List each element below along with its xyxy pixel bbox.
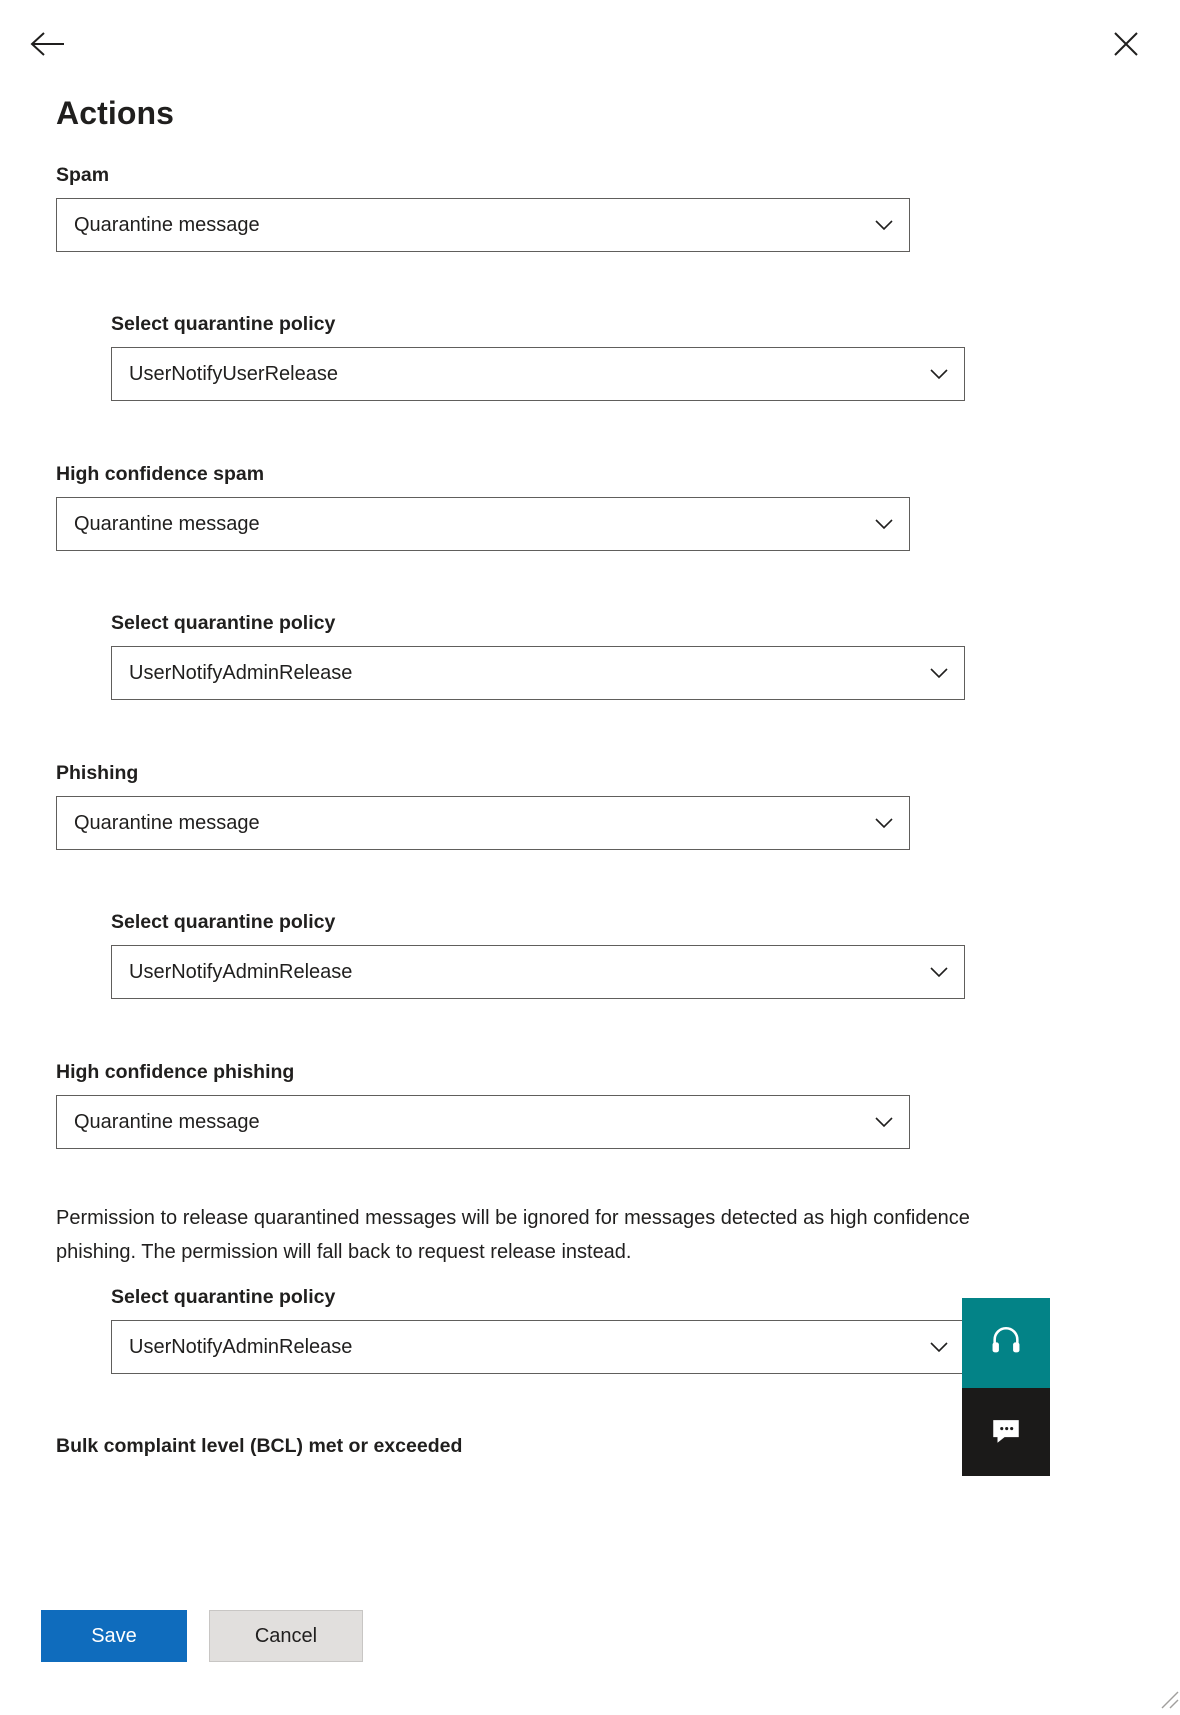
policy-group-high-confidence-spam: [111, 610, 965, 700]
label-high-confidence-phishing-policy: Select quarantine policy: [111, 1286, 336, 1308]
help-support-button[interactable]: [962, 1298, 1050, 1388]
spam-policy-value: UserNotifyUserRelease: [129, 363, 338, 385]
chevron-down-icon: [871, 810, 897, 836]
high-confidence-spam-policy-value: UserNotifyAdminRelease: [129, 662, 353, 684]
high-confidence-phishing-policy-select[interactable]: [111, 1320, 965, 1374]
page-title: Actions: [56, 95, 175, 131]
back-arrow-icon[interactable]: [22, 20, 74, 68]
chevron-down-icon: [926, 959, 952, 985]
spam-policy-select[interactable]: [111, 347, 965, 401]
resize-handle[interactable]: [1154, 1684, 1180, 1710]
field-group-spam: [56, 162, 910, 252]
label-high-confidence-spam-policy: Select quarantine policy: [111, 612, 336, 634]
phishing-action-value: Quarantine message: [74, 812, 260, 834]
chat-button[interactable]: [962, 1388, 1050, 1476]
high-confidence-phishing-note: Permission to release quarantined messages will be ignored for messages detected as high confidence phishing. The permission will fall back to request release instead.: [56, 1207, 970, 1263]
field-group-phishing: [56, 760, 910, 850]
high-confidence-phishing-policy-value: UserNotifyAdminRelease: [129, 1336, 353, 1358]
policy-group-phishing: [111, 909, 965, 999]
close-icon[interactable]: [1102, 20, 1150, 68]
high-confidence-spam-policy-select[interactable]: [111, 646, 965, 700]
label-high-confidence-spam: High confidence spam: [56, 463, 265, 485]
phishing-policy-select[interactable]: [111, 945, 965, 999]
high-confidence-spam-action-select[interactable]: [56, 497, 910, 551]
high-confidence-spam-action-value: Quarantine message: [74, 513, 260, 535]
field-group-high-confidence-phishing: [56, 1059, 910, 1149]
label-phishing-policy: Select quarantine policy: [111, 911, 336, 933]
chat-icon: [989, 1413, 1023, 1452]
label-phishing: Phishing: [56, 762, 139, 784]
spam-action-select[interactable]: [56, 198, 910, 252]
label-spam: Spam: [56, 164, 110, 186]
panel-footer: [0, 1587, 1180, 1710]
chevron-down-icon: [926, 660, 952, 686]
policy-group-high-confidence-phishing: [111, 1284, 965, 1374]
headset-icon: [989, 1324, 1023, 1363]
chevron-down-icon: [871, 511, 897, 537]
chevron-down-icon: [871, 1109, 897, 1135]
chevron-down-icon: [926, 361, 952, 387]
cancel-button[interactable]: Cancel: [209, 1610, 363, 1662]
label-bulk-complaint-level: Bulk complaint level (BCL) met or exceeded: [56, 1435, 463, 1457]
phishing-policy-value: UserNotifyAdminRelease: [129, 961, 353, 983]
chevron-down-icon: [926, 1334, 952, 1360]
chevron-down-icon: [871, 212, 897, 238]
phishing-action-select[interactable]: [56, 796, 910, 850]
field-group-high-confidence-spam: [56, 461, 910, 551]
policy-group-spam: [111, 311, 965, 401]
label-high-confidence-phishing: High confidence phishing: [56, 1061, 295, 1083]
spam-action-value: Quarantine message: [74, 214, 260, 236]
high-confidence-phishing-action-value: Quarantine message: [74, 1111, 260, 1133]
label-spam-policy: Select quarantine policy: [111, 313, 336, 335]
high-confidence-phishing-action-select[interactable]: [56, 1095, 910, 1149]
panel-header: [0, 0, 1180, 88]
save-button[interactable]: Save: [41, 1610, 187, 1662]
